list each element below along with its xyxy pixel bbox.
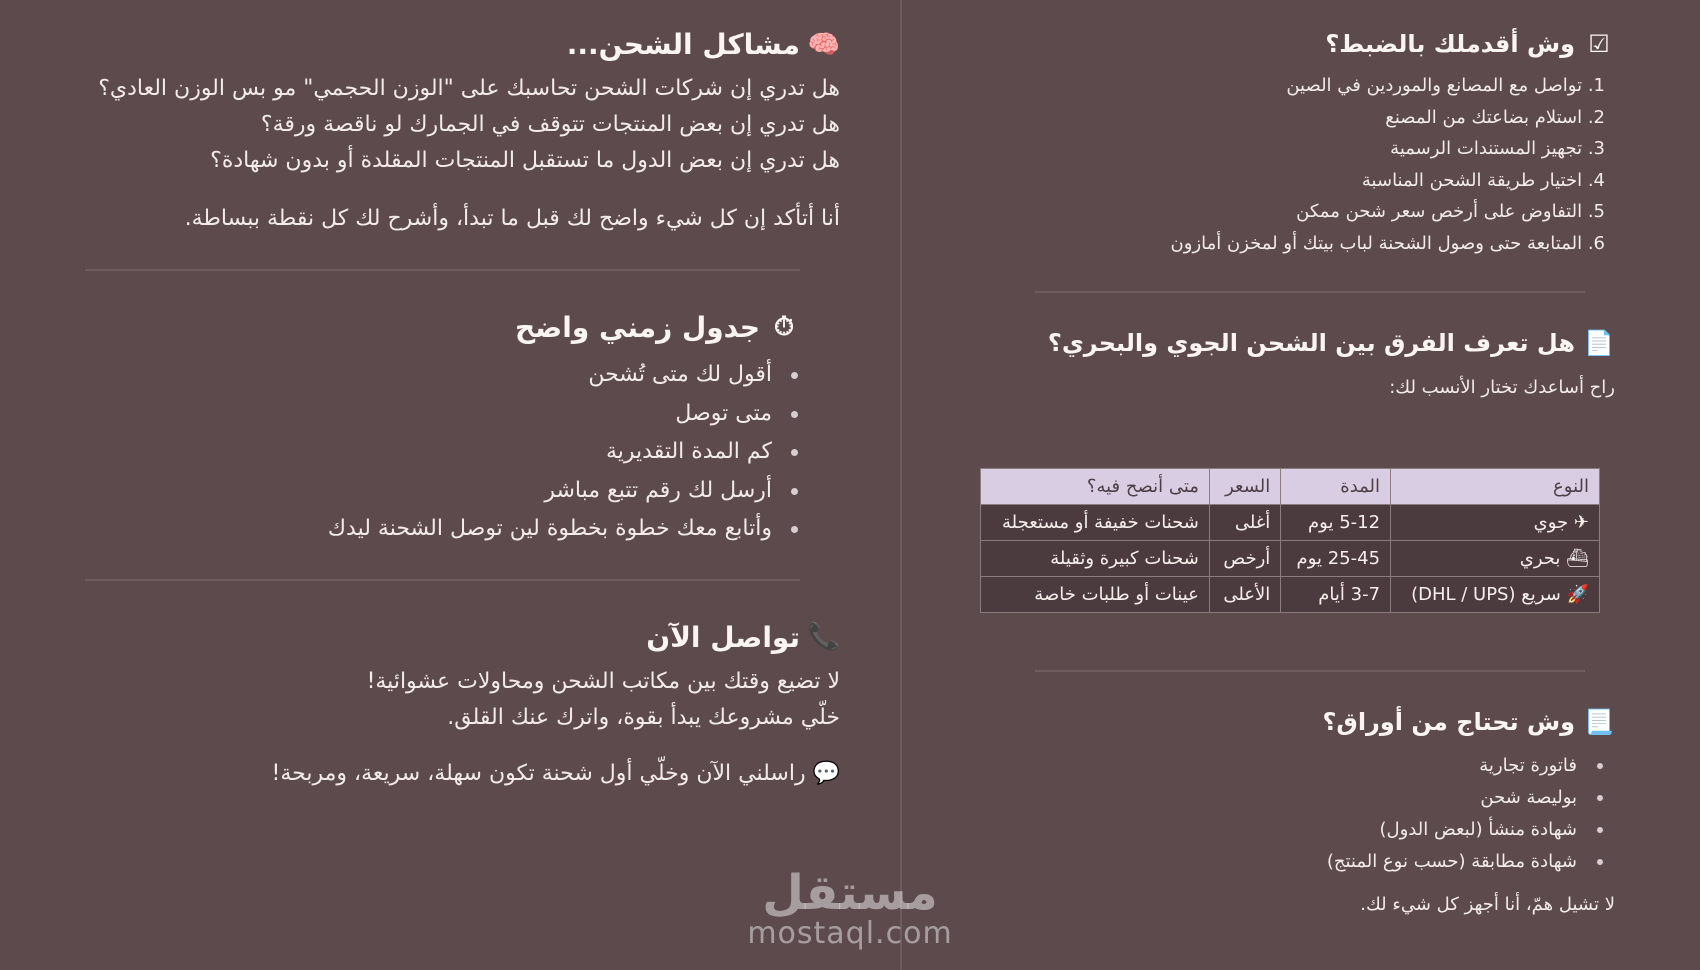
price-cell: أرخص xyxy=(1209,541,1280,577)
section-title-shipping xyxy=(85,28,840,61)
section-divider xyxy=(85,579,800,581)
column-header: السعر xyxy=(1209,469,1280,505)
column-header: المدة xyxy=(1281,469,1391,505)
duration-cell: 3-7 أيام xyxy=(1281,577,1391,613)
timeline-list xyxy=(85,356,800,549)
ship-icon: ⛴ xyxy=(1566,548,1589,569)
watermark-logo xyxy=(745,865,955,951)
section-divider xyxy=(1035,670,1585,672)
cta-text: 💬 راسلني الآن وخلّي أول شحنة تكون سهلة، سريعة، ومربحة! xyxy=(271,760,840,786)
price-cell: أغلى xyxy=(1209,505,1280,541)
list-item: شهادة مطابقة (حسب نوع المنتج) xyxy=(995,846,1577,878)
list-item: 6. المتابعة حتى وصول الشحنة لباب بيتك أو لمخزن أمازون xyxy=(1170,232,1605,254)
services-section xyxy=(995,28,1615,259)
center-divider xyxy=(900,0,902,970)
column-header: متى أنصح فيه؟ xyxy=(981,469,1210,505)
phone-icon: 📞 xyxy=(807,622,841,652)
shipping-question: هل تدري إن بعض المنتجات تتوقف في الجمارك لو ناقصة ورقة؟ xyxy=(260,112,840,137)
shipping-problems-section xyxy=(85,28,840,237)
section-title-services xyxy=(995,28,1615,60)
section-title-text: هل تعرف الفرق بين الشحن الجوي والبحري؟ xyxy=(1047,329,1575,357)
papers-section xyxy=(995,706,1615,915)
compare-section xyxy=(995,327,1615,398)
recommendation-cell: عينات أو طلبات خاصة xyxy=(981,577,1210,613)
column-header: النوع xyxy=(1391,469,1600,505)
airplane-icon: ✈ xyxy=(1573,512,1589,533)
contact-line: خلّي مشروعك يبدأ بقوة، واترك عنك القلق. xyxy=(447,704,840,730)
section-title-text: تواصل الآن xyxy=(646,620,800,654)
watermark-latin: mostaql.com xyxy=(747,916,953,951)
list-item: 5. التفاوض على أرخص سعر شحن ممكن xyxy=(1296,201,1605,222)
section-title-text: جدول زمني واضح xyxy=(515,311,760,344)
type-cell: 🚀 سريع (DHL / UPS) xyxy=(1391,577,1600,613)
section-divider xyxy=(1035,291,1585,293)
assurance-text: أنا أتأكد إن كل شيء واضح لك قبل ما تبدأ، وأشرح لك كل نقطة ببساطة. xyxy=(184,206,840,231)
stopwatch-icon: ⏱ xyxy=(773,312,795,342)
shipping-questions xyxy=(85,71,840,179)
list-item: 2. استلام بضاعتك من المصنع xyxy=(1385,106,1605,128)
rocket-icon: 🚀 xyxy=(1566,584,1589,605)
section-title-text: وش تحتاج من أوراق؟ xyxy=(1322,708,1575,736)
contact-line: لا تضيع وقتك بين مكاتب الشحن ومحاولات عشوائية! xyxy=(366,668,840,694)
brain-icon: 🧠 xyxy=(807,29,841,60)
list-item: أرسل لك رقم تتبع مباشر xyxy=(85,472,772,511)
papers-footer: لا تشيل همّ، أنا أجهز كل شيء لك. xyxy=(1360,894,1615,915)
section-title-timeline xyxy=(85,311,800,344)
table-row xyxy=(981,577,1600,613)
price-cell: الأعلى xyxy=(1209,577,1280,613)
recommendation-cell: شحنات خفيفة أو مستعجلة xyxy=(981,505,1210,541)
table-row xyxy=(981,541,1600,577)
section-title-text: مشاكل الشحن... xyxy=(566,28,800,61)
list-item: فاتورة تجارية xyxy=(995,750,1577,782)
chat-icon: 💬 xyxy=(812,760,840,786)
table-row xyxy=(981,505,1600,541)
recommendation-cell: شحنات كبيرة وثقيلة xyxy=(981,541,1210,577)
shipping-question: هل تدري إن شركات الشحن تحاسبك على "الوزن الحجمي" مو بس الوزن العادي؟ xyxy=(98,76,840,101)
list-item: متى توصل xyxy=(85,395,772,434)
list-item: كم المدة التقديرية xyxy=(85,433,772,472)
services-list xyxy=(995,70,1605,259)
checkbox-icon: ☑ xyxy=(1588,30,1610,58)
list-item: 4. اختيار طريقة الشحن المناسبة xyxy=(1361,169,1605,191)
section-divider xyxy=(85,269,800,271)
shipping-question: هل تدري إن بعض الدول ما تستقبل المنتجات المقلدة أو بدون شهادة؟ xyxy=(210,148,840,173)
duration-cell: 25-45 يوم xyxy=(1281,541,1391,577)
timeline-section xyxy=(85,311,840,549)
section-title-papers xyxy=(995,706,1615,738)
watermark-arabic: مستقل xyxy=(762,865,938,921)
duration-cell: 5-12 يوم xyxy=(1281,505,1391,541)
contact-section xyxy=(85,621,840,792)
left-column xyxy=(85,28,840,792)
list-item: بوليصة شحن xyxy=(995,782,1577,814)
list-item: 3. تجهيز المستندات الرسمية xyxy=(1390,138,1605,159)
contact-lines xyxy=(85,664,840,736)
section-title-contact xyxy=(85,621,840,654)
list-item: 1. تواصل مع المصانع والموردين في الصين xyxy=(1286,75,1605,96)
list-item: أقول لك متى تُشحن xyxy=(85,356,772,395)
section-title-text: وش أقدملك بالضبط؟ xyxy=(1325,30,1575,58)
section-title-compare xyxy=(995,327,1615,359)
compare-intro: راح أساعدك تختار الأنسب لك: xyxy=(1389,377,1615,398)
list-item: وأتابع معك خطوة بخطوة لين توصل الشحنة ليدك xyxy=(85,510,772,549)
list-item: شهادة منشأ (لبعض الدول) xyxy=(995,814,1577,846)
table-header-row xyxy=(981,469,1600,505)
page-icon: 📃 xyxy=(1584,708,1614,736)
type-cell: ✈ جوي xyxy=(1391,505,1600,541)
papers-list xyxy=(995,750,1605,878)
type-cell: ⛴ بحري xyxy=(1391,541,1600,577)
shipping-comparison-table xyxy=(980,468,1600,613)
document-icon: 📄 xyxy=(1584,329,1614,357)
